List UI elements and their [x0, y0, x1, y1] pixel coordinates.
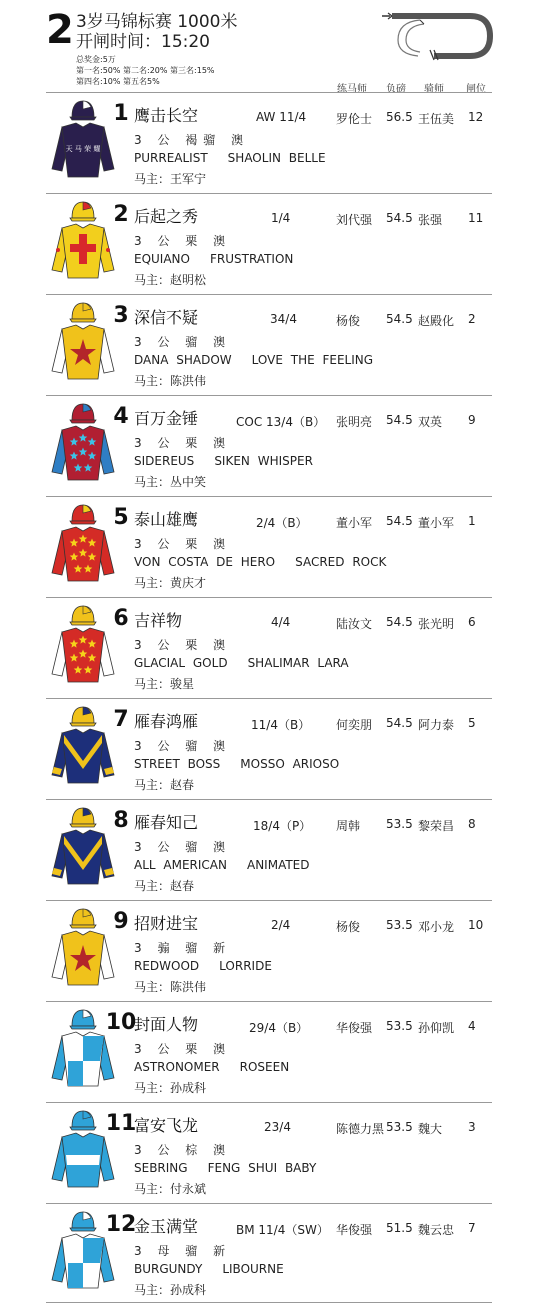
sire-name: STREET BOSS: [134, 757, 221, 771]
horse-name: 富安飞龙: [134, 1116, 199, 1135]
dam-name: LOVE THE FEELING: [251, 353, 374, 367]
runner-number: 7: [113, 707, 129, 732]
runner-row: [46, 597, 492, 697]
trainer-name: 陈德力黑: [336, 1122, 385, 1136]
owner-name: 马主：陈洪伟: [134, 374, 207, 388]
horse-name: 雁春知己: [134, 813, 199, 832]
dam-name: FRUSTRATION: [209, 252, 294, 266]
jockey-name: 双英: [418, 415, 443, 429]
sire-name: VON COSTA DE HERO: [134, 555, 276, 569]
weight: 54.5: [386, 413, 413, 427]
dam-name: SHAOLIN BELLE: [227, 151, 326, 165]
jockey-name: 张强: [418, 213, 443, 227]
trainer-name: 周韩: [336, 819, 361, 833]
owner-name: 马主：陈洪伟: [134, 980, 207, 994]
dam-name: SHALIMAR LARA: [247, 656, 349, 670]
odds: COC 13/4（B）: [236, 415, 326, 429]
gate-number: 11: [468, 211, 484, 225]
pedigree: [134, 252, 293, 266]
trainer-name: 陆汝文: [336, 617, 373, 631]
jockey-name: 王伍美: [418, 112, 455, 126]
runner-row: [46, 1001, 492, 1101]
horse-info: 3 公 栗 澳: [134, 537, 232, 551]
horse-name: 深信不疑: [134, 308, 199, 327]
horse-name: 百万金锤: [134, 409, 199, 428]
gate-number: 4: [468, 1019, 476, 1033]
jockey-name: 孙仰凯: [418, 1021, 455, 1035]
pedigree: [134, 1060, 289, 1074]
sire-name: REDWOOD: [134, 959, 200, 973]
trainer-name: 罗伦士: [336, 112, 373, 126]
gate-number: 7: [468, 1221, 476, 1235]
sire-name: BURGUNDY: [134, 1262, 203, 1276]
sire-name: SIDEREUS: [134, 454, 195, 468]
trainer-name: 华俊强: [336, 1223, 373, 1237]
dam-name: ROSEEN: [239, 1060, 290, 1074]
runner-number: 5: [113, 505, 129, 530]
odds: 34/4: [270, 312, 297, 326]
jockey-name: 阿力泰: [418, 718, 455, 732]
weight: 54.5: [386, 716, 413, 730]
odds: 18/4（P）: [253, 819, 312, 833]
owner-name: 马主：王军宁: [134, 172, 207, 186]
jockey-name: 董小军: [418, 516, 455, 530]
jockey-name: 邓小龙: [418, 920, 455, 934]
prize-total: 总奖金:5万: [76, 55, 116, 64]
odds: 23/4: [264, 1120, 291, 1134]
runner-row: [46, 193, 492, 293]
owner-name: 马主：骏星: [134, 677, 195, 691]
gate-number: 1: [468, 514, 476, 528]
prize-distribution-2: 第四名:10% 第五名5%: [76, 77, 160, 86]
runner-row: [46, 799, 492, 899]
gate-number: 10: [468, 918, 484, 932]
owner-name: 马主：赵明松: [134, 273, 207, 287]
dam-name: LIBOURNE: [222, 1262, 284, 1276]
pedigree: [134, 656, 349, 670]
gate-number: 2: [468, 312, 476, 326]
horse-info: 3 公 骝 澳: [134, 739, 232, 753]
dam-name: LORRIDE: [219, 959, 272, 973]
horse-name: 招财进宝: [134, 914, 199, 933]
pedigree: [134, 353, 373, 367]
weight: 53.5: [386, 1019, 413, 1033]
jockey-name: 赵殿化: [418, 314, 455, 328]
race-start-time: 开闸时间：15:20: [76, 32, 210, 52]
runner-row: [46, 1102, 492, 1202]
trainer-name: 华俊强: [336, 1021, 373, 1035]
weight: 56.5: [386, 110, 413, 124]
jockey-name: 张光明: [418, 617, 455, 631]
weight: 51.5: [386, 1221, 413, 1235]
weight: 54.5: [386, 514, 413, 528]
column-header-trainer: 练马师: [337, 84, 367, 95]
dam-name: MOSSO ARIOSO: [240, 757, 340, 771]
owner-name: 马主：孙成科: [134, 1081, 207, 1095]
owner-name: 马主：赵春: [134, 879, 195, 893]
horse-info: 3 公 栗 澳: [134, 234, 232, 248]
sire-name: DANA SHADOW: [134, 353, 232, 367]
horse-info: 3 公 骝 澳: [134, 335, 232, 349]
trainer-name: 张明亮: [336, 415, 373, 429]
gate-number: 8: [468, 817, 476, 831]
odds: 29/4（B）: [249, 1021, 309, 1035]
odds: 1/4: [271, 211, 291, 225]
odds: 2/4: [271, 918, 291, 932]
owner-name: 马主：赵春: [134, 778, 195, 792]
trainer-name: 何奕朋: [336, 718, 373, 732]
horse-name: 封面人物: [134, 1015, 199, 1034]
dam-name: SACRED ROCK: [295, 555, 387, 569]
runner-number: 2: [113, 202, 129, 227]
trainer-name: 杨俊: [336, 920, 361, 934]
gate-number: 3: [468, 1120, 476, 1134]
owner-name: 马主：丛中笑: [134, 475, 207, 489]
weight: 54.5: [386, 312, 413, 326]
horse-info: 3 公 棕 澳: [134, 1143, 232, 1157]
horse-name: 吉祥物: [134, 611, 183, 630]
race-title: 3岁马锦标赛 1000米: [76, 12, 238, 32]
column-header-jockey: 骑师: [424, 84, 444, 95]
horse-info: 3 骟 骝 新: [134, 941, 232, 955]
pedigree: [134, 555, 386, 569]
column-header-gate: 闸位: [466, 84, 486, 95]
horse-info: 3 公 栗 澳: [134, 436, 232, 450]
odds: BM 11/4（SW）: [236, 1223, 329, 1237]
dam-name: SIKEN WHISPER: [214, 454, 313, 468]
svg-text:天 马 荣 耀: 天 马 荣 耀: [65, 145, 101, 153]
runner-row: [46, 1203, 492, 1303]
horse-name: 雁春鸿雁: [134, 712, 199, 731]
dam-name: FENG SHUI BABY: [207, 1161, 317, 1175]
horse-info: 3 公 褐骝 澳: [134, 133, 250, 147]
weight: 53.5: [386, 1120, 413, 1134]
owner-name: 马主：付永斌: [134, 1182, 207, 1196]
divider: [46, 1302, 492, 1303]
dam-name: ANIMATED: [246, 858, 310, 872]
trainer-name: 董小军: [336, 516, 373, 530]
pedigree: [134, 858, 310, 872]
horse-info: 3 公 栗 澳: [134, 638, 232, 652]
runner-row: [46, 395, 492, 495]
gate-number: 6: [468, 615, 476, 629]
runner-number: 6: [113, 606, 129, 631]
horse-info: 3 公 骝 澳: [134, 840, 232, 854]
track-map-icon: [378, 10, 494, 62]
prize-distribution-1: 第一名:50% 第二名:20% 第三名:15%: [76, 66, 215, 75]
horse-name: 后起之秀: [134, 207, 199, 226]
runner-number: 9: [113, 909, 129, 934]
sire-name: ASTRONOMER: [134, 1060, 220, 1074]
weight: 54.5: [386, 615, 413, 629]
weight: 53.5: [386, 918, 413, 932]
sire-name: EQUIANO: [134, 252, 190, 266]
runner-row: [46, 900, 492, 1000]
gate-number: 12: [468, 110, 484, 124]
runner-number: 12: [105, 1212, 137, 1237]
sire-name: GLACIAL GOLD: [134, 656, 228, 670]
pedigree: [134, 1161, 316, 1175]
race-header: [0, 0, 540, 95]
pedigree: [134, 454, 313, 468]
runner-number: 11: [105, 1111, 137, 1136]
jockey-name: 魏云忠: [418, 1223, 455, 1237]
runner-row: [46, 496, 492, 596]
horse-info: 3 母 骝 新: [134, 1244, 232, 1258]
weight: 53.5: [386, 817, 413, 831]
weight: 54.5: [386, 211, 413, 225]
pedigree: [134, 151, 326, 165]
sire-name: SEBRING: [134, 1161, 188, 1175]
horse-name: 鹰击长空: [134, 106, 199, 125]
jockey-name: 魏大: [418, 1122, 443, 1136]
odds: 4/4: [271, 615, 291, 629]
runner-number: 1: [113, 101, 129, 126]
owner-name: 马主：孙成科: [134, 1283, 207, 1297]
horse-info: 3 公 栗 澳: [134, 1042, 232, 1056]
jockey-name: 黎荣昌: [418, 819, 455, 833]
runner-row: [46, 698, 492, 798]
pedigree: [134, 757, 339, 771]
runner-number: 10: [105, 1010, 137, 1035]
gate-number: 9: [468, 413, 476, 427]
gate-number: 5: [468, 716, 476, 730]
runner-number: 3: [113, 303, 129, 328]
horse-name: 金玉满堂: [134, 1217, 199, 1236]
race-number: 2: [46, 7, 74, 53]
runner-row: [46, 92, 492, 192]
runner-number: 8: [113, 808, 129, 833]
sire-name: PURREALIST: [134, 151, 208, 165]
odds: 11/4（B）: [251, 718, 311, 732]
odds: 2/4（B）: [256, 516, 308, 530]
horse-name: 泰山雄鹰: [134, 510, 199, 529]
sire-name: ALL AMERICAN: [134, 858, 227, 872]
pedigree: [134, 959, 272, 973]
trainer-name: 刘代强: [336, 213, 373, 227]
runner-number: 4: [113, 404, 129, 429]
runner-row: [46, 294, 492, 394]
odds: AW 11/4: [256, 110, 307, 124]
column-header-weight: 负磅: [386, 84, 406, 95]
owner-name: 马主：黄庆才: [134, 576, 207, 590]
pedigree: [134, 1262, 284, 1276]
trainer-name: 杨俊: [336, 314, 361, 328]
